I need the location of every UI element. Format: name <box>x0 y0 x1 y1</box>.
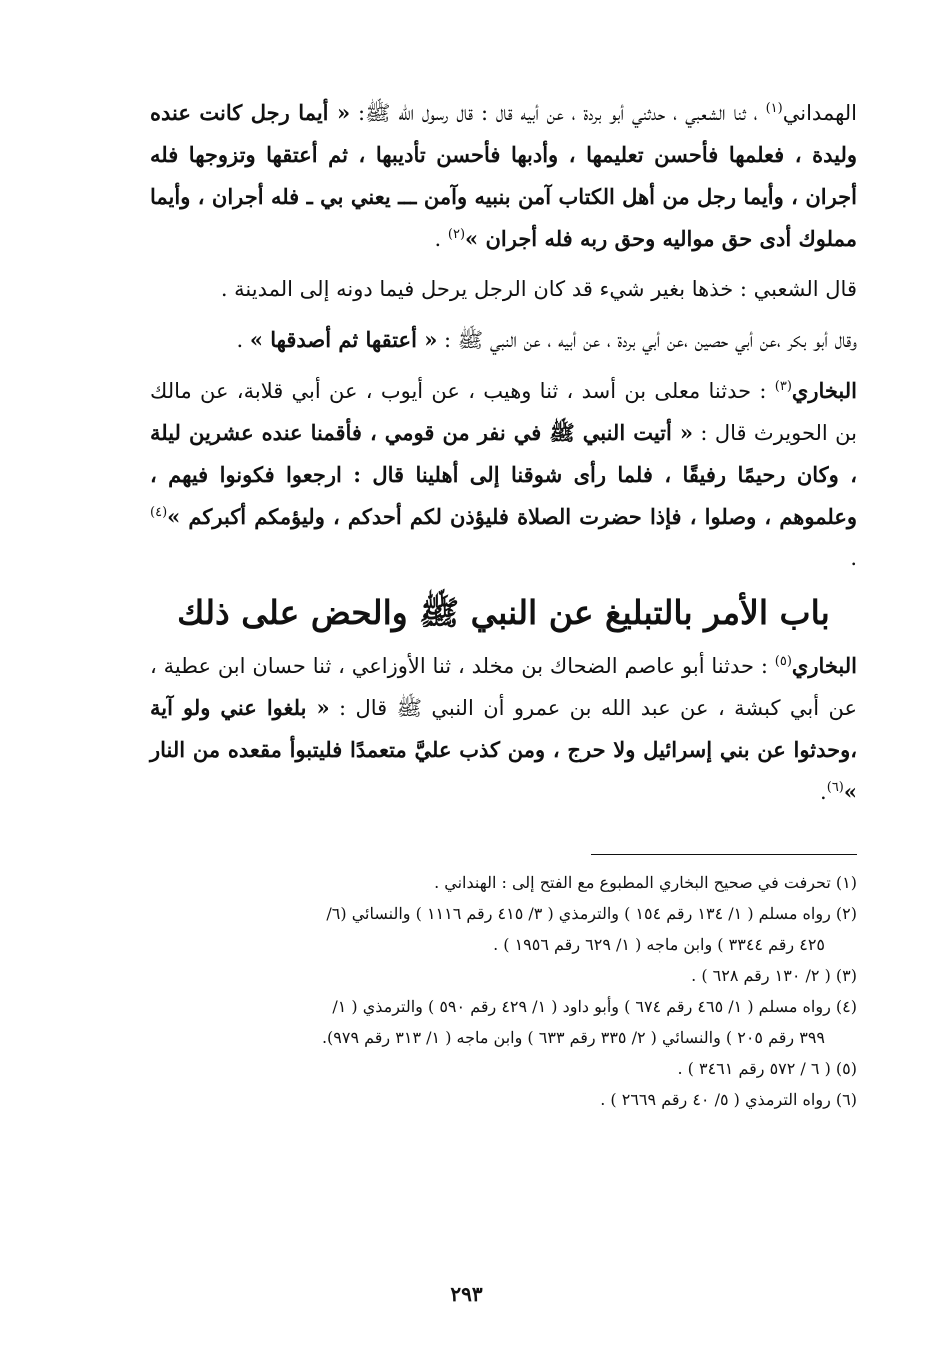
narration-text: . <box>434 227 448 251</box>
footnote-5-text: (٥) ( ٦ / ٥٧٢ رقم ٣٤٦١ ) . <box>677 1059 857 1078</box>
footnote-2 <box>150 898 857 960</box>
footnote-ref: (٥) <box>774 654 792 669</box>
chapter-heading: باب الأمر بالتبليغ عن النبي ﷺ والحض على ذلك <box>177 593 830 632</box>
footnote-3-text: (٣) ( ٢/ ١٣٠ رقم ٦٢٨ ) . <box>691 966 857 985</box>
paragraph-3 <box>150 319 857 361</box>
paragraph-1 <box>150 92 857 260</box>
footnote-divider <box>591 854 857 855</box>
hadith-text: « أتيت النبي ﷺ في نفر من قومي ، فأقمنا عنده عشرين ليلة ، وكان رحيمًا رفيقًا ، فلما رأى شوقنا إلى أهلينا قال : ارجعوا فكونوا فيهم ، وعلموهم ، وصلوا ، فإذا حضرت الصلاة فليؤذن لكم أحدكم ، وليؤمكم أكبركم » <box>150 420 857 529</box>
narration-text: الهمداني <box>782 101 857 125</box>
hadith-text: « أعتقها ثم أصدقها » <box>249 327 438 352</box>
body-text-top <box>150 92 857 579</box>
body-text-bottom <box>150 645 857 813</box>
hadith-text: « بلغوا عني ولو آية ،وحدثوا عن بني إسرائيل ولا حرج ، ومن كذب عليَّ متعمدًا فليتبوأ مقعده من النار » <box>150 695 857 804</box>
footnote-6-text: (٦) رواه الترمذي ( ٥/ ٤٠ رقم ٢٦٦٩ ) . <box>600 1090 857 1109</box>
footnote-6 <box>150 1084 857 1115</box>
footnotes <box>150 867 857 1115</box>
footnote-ref: (١) <box>765 101 783 116</box>
narration-text: ، ثنا الشعبي ، حدثني أبو بردة ، عن أبيه قال : قال رسول الله ﷺ: <box>350 101 766 125</box>
paragraph-2 <box>150 269 857 310</box>
narration-text: : حدثنا أبو عاصم الضحاك بن مخلد ، ثنا الأوزاعي ، ثنا حسان ابن عطية ، عن أبي كبشة ، عن عبد الله بن عمرو أن النبي ﷺ قال : <box>150 654 857 720</box>
footnote-4-text: (٤) رواه مسلم ( ١/ ٤٦٥ رقم ٦٧٤ ) وأبو داود ( ١/ ٤٢٩ رقم ٥٩٠ ) والترمذي ( ١/ <box>332 997 857 1016</box>
page-number: ٢٩٣ <box>450 1282 483 1306</box>
hadith-text: « أيما رجل كانت عنده وليدة ، فعلمها فأحسن تعليمها ، وأدبها فأحسن تأديبها ، ثم أعتقها وتزوجها فله أجران ، وأيما رجل من أهل الكتاب آمن بنبيه وآمن ـــ يعني بي ـ فله أجران ، وأيما مملوك أدى حق مواليه وحق ربه فله أجران » <box>150 100 857 251</box>
footnote-4 <box>150 991 857 1053</box>
footnote-5 <box>150 1053 857 1084</box>
footnote-3 <box>150 960 857 991</box>
footnote-2-cont: ٤٢٥ رقم ٣٣٤٤ ) وابن ماجه ( ١/ ٦٢٩ رقم ١٩٥٦ ) . <box>493 935 825 954</box>
footnote-ref: (٢) <box>447 227 466 242</box>
footnote-2-text: (٢) رواه مسلم ( ١/ ١٣٤ رقم ١٥٤ ) والترمذي ( ٣/ ٤١٥ رقم ١١١٦ ) والنسائي (٦/ <box>326 904 857 923</box>
footnote-ref: (٦) <box>826 780 844 795</box>
narration-text: : حدثنا معلى بن أسد ، ثنا وهيب ، عن أيوب ، عن أبي قلابة، عن مالك بن الحويرث قال : <box>150 379 857 445</box>
hadith-text: البخاري <box>791 653 857 678</box>
footnote-ref: (٣) <box>774 379 792 394</box>
footnote-4-cont: ٣٩٩ رقم ٢٠٥ ) والنسائي ( ٢/ ٣٣٥ رقم ٦٣٣ ) وابن ماجه ( ١/ ٣١٣ رقم ٩٧٩). <box>321 1028 825 1047</box>
narration-text: . <box>820 780 827 804</box>
narration-text: وقال أبو بكر ،عن أبي حصين ،عن أبي بردة ، عن أبيه ، عن النبي ﷺ : <box>437 328 857 352</box>
paragraph-4 <box>150 370 857 579</box>
footnote-divider-wrap <box>150 822 857 867</box>
footnote-1 <box>150 867 857 898</box>
narration-text: . <box>236 328 250 352</box>
narration-text: . <box>850 546 857 570</box>
narration-text: قال الشعبي : خذها بغير شيء قد كان الرجل يرحل فيما دونه إلى المدينة . <box>220 277 857 301</box>
paragraph-5 <box>150 645 857 813</box>
footnote-ref: (٤) <box>150 505 168 520</box>
footnote-1-text: (١) تحرفت في صحيح البخاري المطبوع مع الفتح إلى : الهنداني . <box>434 873 857 892</box>
hadith-text: البخاري <box>791 378 857 403</box>
